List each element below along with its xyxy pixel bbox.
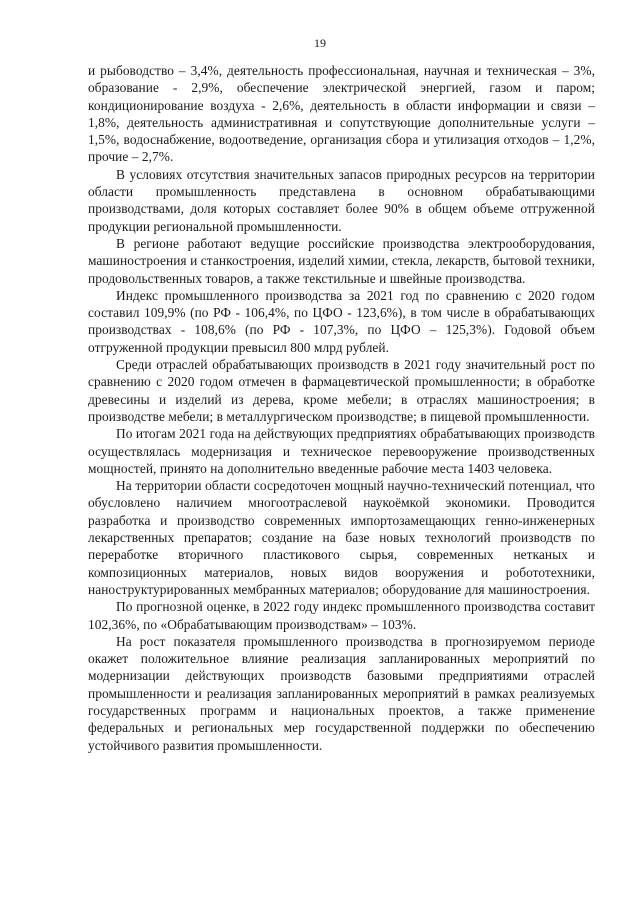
paragraph-production-index: Индекс промышленного производства за 2021 год по сравнению с 2020 годом составил 109,9% (по РФ - 106,4%, по ЦФО - 123,6%), в том числе в обрабатывающих производствах - 108,6% (по РФ - 107,3%, по ЦФО – 125,3%). Годовой объем отгруженной продукции превысил 800 млрд рублей. — [88, 287, 595, 355]
page-number: 19 — [314, 36, 326, 50]
paragraph-growth-sectors: Среди отраслей обрабатывающих производств в 2021 году значительный рост по сравнению с 2020 годом отмечен в фармацевтической промышленности; в обработке древесины и изделий из дерева, кроме мебели; в отраслях машиностроения; в производстве мебели; в металлургическом производстве; в пищевой промышленности. — [88, 357, 595, 424]
paragraph-resources: В условиях отсутствия значительных запасов природных ресурсов на территории области промышленность представлена в основном обрабатывающими производствами, доля которых составляет более 90% в общем объеме отгруженной продукции региональной промышленности. — [88, 166, 595, 234]
paragraph-growth-drivers: На рост показателя промышленного производства в прогнозируемом периоде окажет положительное влияние реализация запланированных мероприятий по модернизации действующих производств базовыми предприятиями отраслей промышленности и реализация запланированных мероприятий в рамках реализуемых государственных программ и национальных проектов, а также применение федеральных и региональных мер государственной поддержки по обеспечению устойчивого развития промышленности. — [88, 633, 595, 753]
paragraph-forecast: По прогнозной оценке, в 2022 году индекс промышленного производства составит 102,36%, по «Обрабатывающим производствам» – 103%. — [88, 599, 595, 632]
paragraph-industries: В регионе работают ведущие российские производства электрооборудования, машиностроения и станкостроения, изделий химии, стекла, лекарств, бытовой техники, продовольственных товаров, а также текстильные и швейные производства. — [88, 235, 595, 286]
body-text — [88, 62, 595, 754]
paragraph-science-potential: На территории области сосредоточен мощный научно-технический потенциал, что обусловлено наличием многоотраслевой наукоёмкой экономики. Проводится разработка и производство современных импортозамещающих генно-инженерных лекарственных препаратов; создание на базе новых технологий производств по переработке вторичного пластикового сырья, современных нетканых и композиционных материалов, новых видов вооружения и робототехники, наноструктурированных мембранных материалов; оборудование для машиностроения. — [88, 478, 595, 597]
paragraph-continuation: и рыбоводство – 3,4%, деятельность профессиональная, научная и техническая – 3%, образование - 2,9%, обеспечение электрической энергией, газом и паром; кондиционирование воздуха - 2,6%, деятельность в области информации и связи – 1,8%, деятельность административная и сопутствующие дополнительные услуги – 1,5%, водоснабжение, водоотведение, организация сбора и утилизация отходов – 1,2%, прочие – 2,7%. — [88, 63, 595, 165]
paragraph-modernization: По итогам 2021 года на действующих предприятиях обрабатывающих производств осуществлялась модернизация и техническое перевооружение производственных мощностей, принято на дополнительно введенные рабочие места 1403 человека. — [88, 426, 595, 476]
